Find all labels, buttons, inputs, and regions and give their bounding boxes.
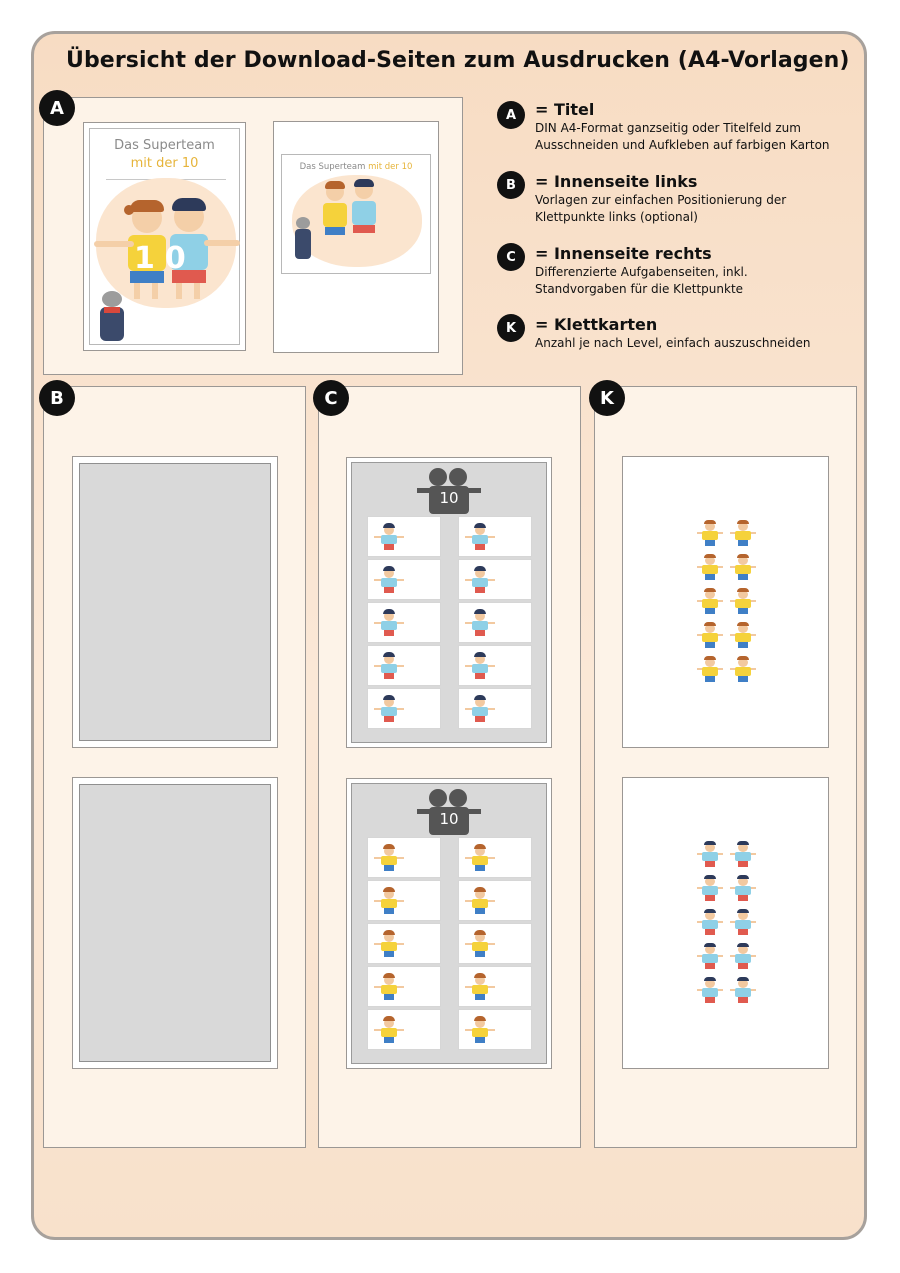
kid-figure-icon — [469, 975, 491, 1001]
task-card — [367, 688, 441, 729]
cat-illustration — [98, 291, 126, 346]
velcro-card — [695, 840, 725, 870]
velcro-card — [695, 874, 725, 904]
kid-figure-icon — [469, 697, 491, 723]
task-card — [458, 966, 532, 1007]
kid-figure-icon — [469, 654, 491, 680]
task-card — [367, 559, 441, 600]
inner-left-page-2 — [72, 777, 278, 1069]
task-card — [458, 688, 532, 729]
silhouette-kids-icon — [419, 468, 479, 516]
velcro-card — [728, 874, 758, 904]
velcro-card — [728, 908, 758, 938]
legend-head-b: = Innenseite links — [535, 172, 698, 191]
legend-desc-b: Vorlagen zur einfachen Positionierung der Klettpunkte links (optional) — [535, 193, 787, 224]
inner-right-page-2 — [346, 778, 552, 1069]
velcro-card — [728, 553, 758, 583]
task-card — [458, 516, 532, 557]
kid-figure-icon — [378, 697, 400, 723]
cover-page-full — [83, 122, 246, 351]
velcro-card — [728, 621, 758, 651]
task-card — [458, 645, 532, 686]
velcro-card — [695, 942, 725, 972]
legend-badge-k: K — [497, 314, 525, 342]
task-card — [458, 1009, 532, 1050]
task-card — [458, 559, 532, 600]
task-card — [367, 837, 441, 878]
inner-left-page-2-area — [79, 784, 271, 1062]
task-card — [367, 602, 441, 643]
kid-figure-icon — [469, 568, 491, 594]
inner-left-page-1-area — [79, 463, 271, 741]
task-card — [367, 966, 441, 1007]
task-card — [367, 1009, 441, 1050]
legend-badge-c: C — [497, 243, 525, 271]
legend-head-c: = Innenseite rechts — [535, 244, 712, 263]
small-girl-illustration — [320, 183, 350, 253]
kid-figure-icon — [469, 932, 491, 958]
legend-desc-a: DIN A4-Format ganzseitig oder Titelfeld zum Ausschneiden und Aufkleben auf farbigen Karton — [535, 121, 830, 152]
task-card — [458, 923, 532, 964]
kid-figure-icon — [378, 654, 400, 680]
silhouette-number: 10 — [439, 810, 459, 828]
kid-figure-icon — [378, 1018, 400, 1044]
velcro-card-page-2 — [622, 777, 829, 1069]
velcro-card — [695, 621, 725, 651]
kid-figure-icon — [378, 932, 400, 958]
task-card — [367, 880, 441, 921]
kid-figure-icon — [378, 568, 400, 594]
kid-figure-icon — [378, 525, 400, 551]
velcro-card — [695, 976, 725, 1006]
legend-badge-b: B — [497, 171, 525, 199]
legend-head-a: = Titel — [535, 100, 595, 119]
badge-k: K — [589, 380, 625, 416]
task-card — [458, 837, 532, 878]
kid-figure-icon — [469, 846, 491, 872]
small-cover-title-line2: mit der 10 — [368, 162, 413, 172]
inner-left-page-1 — [72, 456, 278, 748]
velcro-card — [728, 942, 758, 972]
velcro-card — [728, 840, 758, 870]
kid-figure-icon — [469, 611, 491, 637]
velcro-card — [695, 655, 725, 685]
legend-desc-k: Anzahl je nach Level, einfach auszuschneiden — [535, 336, 811, 350]
kid-figure-icon — [378, 846, 400, 872]
kid-figure-icon — [469, 1018, 491, 1044]
legend-head-k: = Klettkarten — [535, 315, 658, 334]
kid-figure-icon — [378, 889, 400, 915]
task-card — [367, 645, 441, 686]
task-card — [458, 602, 532, 643]
badge-a: A — [39, 90, 75, 126]
kid-figure-icon — [469, 525, 491, 551]
badge-c: C — [313, 380, 349, 416]
velcro-card — [728, 976, 758, 1006]
velcro-card — [695, 908, 725, 938]
silhouette-kids-icon — [419, 789, 479, 837]
small-cat-illustration — [294, 217, 312, 263]
cover-title-line2: mit der 10 — [130, 156, 199, 171]
velcro-card — [695, 587, 725, 617]
velcro-card — [728, 655, 758, 685]
cover-page-titlefield — [273, 121, 439, 353]
legend-badge-a: A — [497, 101, 525, 129]
legend-desc-c: Differenzierte Aufgabenseiten, inkl. Standvorgaben für die Klettpunkte — [535, 265, 748, 296]
kid-figure-icon — [378, 975, 400, 1001]
velcro-card — [695, 519, 725, 549]
badge-b: B — [39, 380, 75, 416]
task-card — [367, 923, 441, 964]
velcro-card — [695, 553, 725, 583]
task-card — [458, 880, 532, 921]
velcro-card — [728, 519, 758, 549]
cover-number: 10 — [134, 241, 196, 276]
task-card — [367, 516, 441, 557]
inner-right-page-1 — [346, 457, 552, 748]
velcro-card-page-1 — [622, 456, 829, 748]
page-title: Übersicht der Download-Seiten zum Ausdrucken (A4-Vorlagen) — [66, 48, 850, 73]
velcro-card — [728, 587, 758, 617]
cover-title-line1: Das Superteam — [114, 138, 215, 153]
small-cover-title-line1: Das Superteam — [299, 162, 366, 172]
kid-figure-icon — [378, 611, 400, 637]
small-boy-illustration — [348, 181, 380, 253]
silhouette-number: 10 — [439, 489, 459, 507]
kid-figure-icon — [469, 889, 491, 915]
